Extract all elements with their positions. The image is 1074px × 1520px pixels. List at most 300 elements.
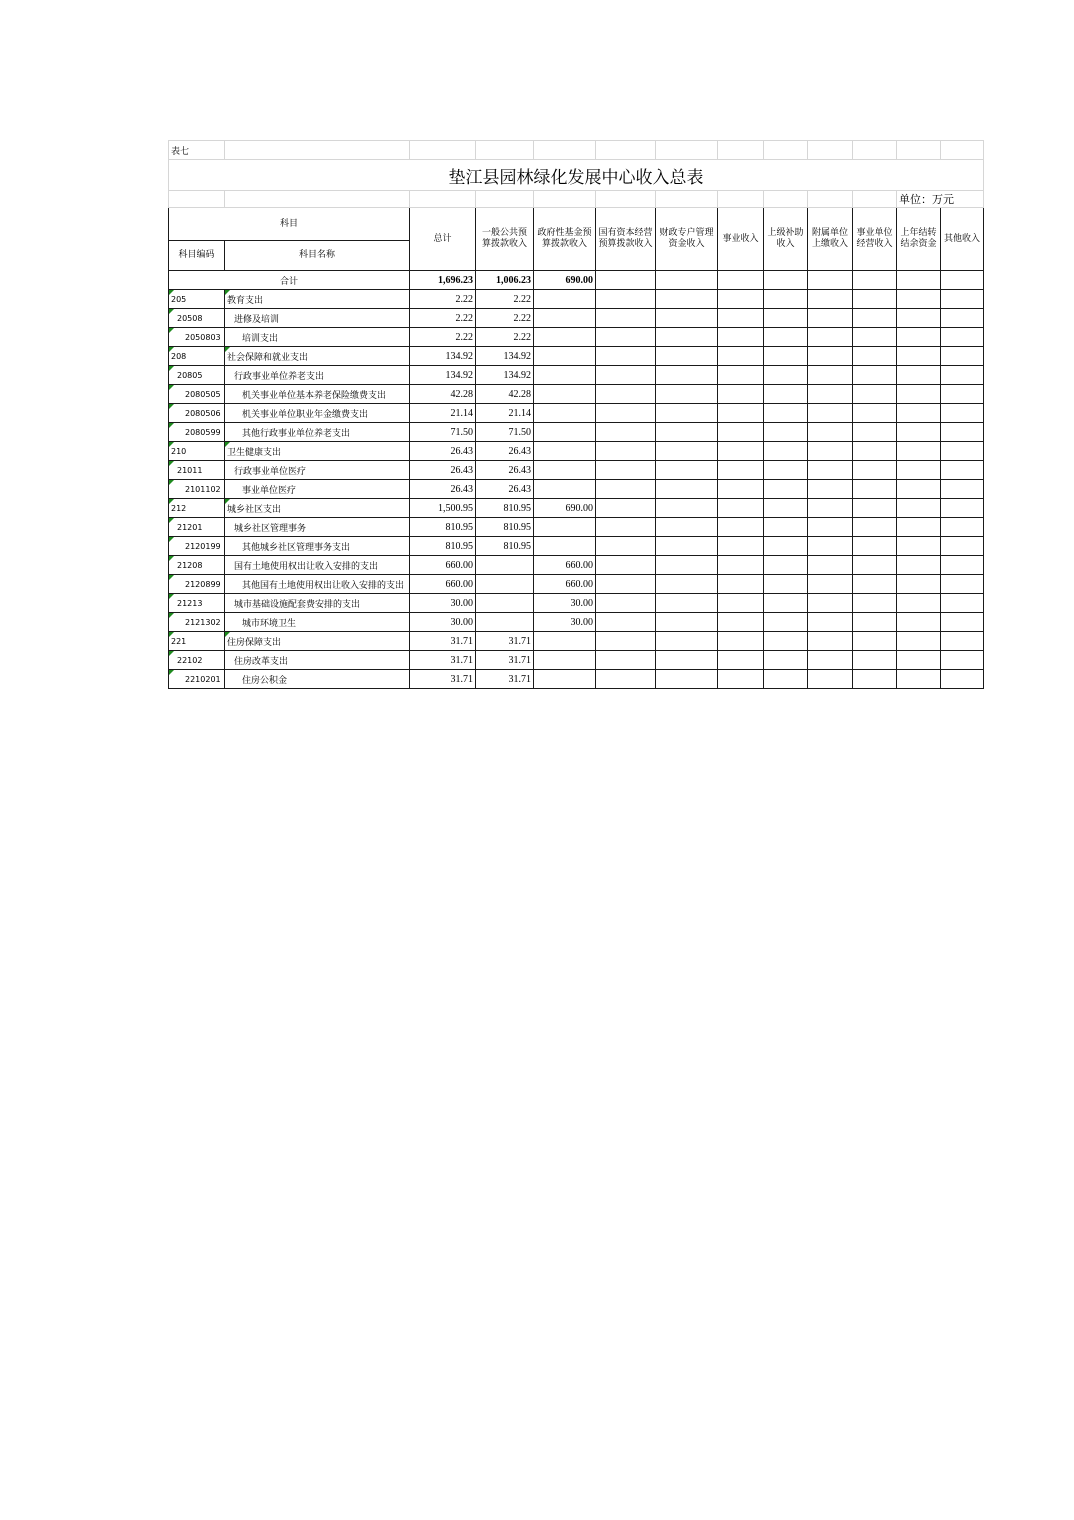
empty-cell: [764, 461, 808, 480]
subject-name: 城乡社区管理事务: [225, 518, 410, 537]
table-row: [169, 556, 984, 575]
empty-cell: [764, 328, 808, 347]
empty-cell: [808, 290, 853, 309]
empty-cell: [808, 461, 853, 480]
header-col-special-account: 财政专户管理资金收入: [656, 208, 718, 271]
empty-cell: [764, 632, 808, 651]
subject-name: 其他国有土地使用权出让收入安排的支出: [225, 575, 410, 594]
empty-cell: [897, 651, 941, 670]
empty-cell: [941, 347, 984, 366]
subject-name: 住房公积金: [225, 670, 410, 689]
total-value: 1,006.23: [476, 271, 534, 290]
header-code: 科目编码: [169, 241, 225, 271]
amount-cell: 31.71: [410, 651, 476, 670]
header-col-state-capital: 国有资本经营预算拨款收入: [596, 208, 656, 271]
empty-cell: [718, 309, 764, 328]
subject-name: 城市环境卫生: [225, 613, 410, 632]
empty-cell: [656, 556, 718, 575]
empty-cell: [941, 385, 984, 404]
empty-cell: [596, 575, 656, 594]
amount-cell: 26.43: [410, 480, 476, 499]
empty-cell: [941, 537, 984, 556]
amount-cell: [476, 594, 534, 613]
empty-cell: [853, 309, 897, 328]
header-col-other-income: 其他收入: [941, 208, 984, 271]
amount-cell: 30.00: [534, 594, 596, 613]
subject-code: 21201: [169, 518, 225, 537]
empty-cell: [897, 347, 941, 366]
subject-code: 208: [169, 347, 225, 366]
amount-cell: [534, 480, 596, 499]
empty-cell: [764, 651, 808, 670]
empty-cell: [897, 328, 941, 347]
amount-cell: 2.22: [410, 309, 476, 328]
subject-code: 21213: [169, 594, 225, 613]
empty-cell: [941, 461, 984, 480]
empty-cell: [941, 518, 984, 537]
empty-cell: [853, 518, 897, 537]
empty-cell: [808, 556, 853, 575]
subject-name: 国有土地使用权出让收入安排的支出: [225, 556, 410, 575]
empty-cell: [941, 290, 984, 309]
subject-code: 2120199: [169, 537, 225, 556]
empty-cell: [764, 537, 808, 556]
subject-code: 2210201: [169, 670, 225, 689]
empty-cell: [897, 670, 941, 689]
empty-cell: [596, 328, 656, 347]
empty-cell: [656, 499, 718, 518]
table-row: [169, 594, 984, 613]
empty-cell: [941, 594, 984, 613]
empty-cell: [656, 290, 718, 309]
empty-cell: [853, 651, 897, 670]
table-row: [169, 670, 984, 689]
subject-code: 2120899: [169, 575, 225, 594]
empty-cell: [853, 404, 897, 423]
header-col-total: 总计: [410, 208, 476, 271]
empty-cell: [656, 575, 718, 594]
amount-cell: [534, 461, 596, 480]
empty-cell: [718, 442, 764, 461]
amount-cell: 2.22: [476, 290, 534, 309]
table-row: [169, 442, 984, 461]
empty-cell: [941, 423, 984, 442]
empty-cell: [897, 404, 941, 423]
empty-cell: [718, 423, 764, 442]
empty-cell: [718, 670, 764, 689]
table-row: [169, 290, 984, 309]
amount-cell: 26.43: [476, 442, 534, 461]
empty-cell: [764, 290, 808, 309]
header-name: 科目名称: [225, 241, 410, 271]
empty-cell: [718, 594, 764, 613]
amount-cell: 810.95: [476, 499, 534, 518]
amount-cell: 134.92: [410, 366, 476, 385]
empty-cell: [718, 575, 764, 594]
empty-cell: [656, 328, 718, 347]
empty-cell: [764, 404, 808, 423]
empty-cell: [656, 480, 718, 499]
empty-cell: [897, 594, 941, 613]
empty-cell: [764, 499, 808, 518]
empty-cell: [808, 385, 853, 404]
amount-cell: 660.00: [534, 556, 596, 575]
subject-name: 社会保障和就业支出: [225, 347, 410, 366]
table-row: [169, 537, 984, 556]
empty-cell: [764, 347, 808, 366]
amount-cell: 2.22: [476, 328, 534, 347]
table-row: [169, 499, 984, 518]
empty-cell: [718, 499, 764, 518]
subject-code: 2050803: [169, 328, 225, 347]
empty-cell: [596, 670, 656, 689]
empty-cell: [941, 480, 984, 499]
empty-cell: [656, 518, 718, 537]
empty-cell: [941, 366, 984, 385]
empty-cell: [808, 328, 853, 347]
empty-cell: [596, 461, 656, 480]
empty-cell: [808, 670, 853, 689]
amount-cell: [534, 290, 596, 309]
empty-cell: [941, 632, 984, 651]
amount-cell: [534, 366, 596, 385]
subject-code: 205: [169, 290, 225, 309]
header-col-affiliate-remit: 附属单位上缴收入: [808, 208, 853, 271]
empty-cell: [764, 366, 808, 385]
empty-cell: [941, 575, 984, 594]
empty-cell: [941, 442, 984, 461]
empty-cell: [764, 556, 808, 575]
amount-cell: 660.00: [410, 575, 476, 594]
empty-cell: [897, 461, 941, 480]
empty-cell: [941, 404, 984, 423]
amount-cell: 26.43: [410, 442, 476, 461]
empty-cell: [853, 613, 897, 632]
amount-cell: 660.00: [410, 556, 476, 575]
empty-cell: [718, 480, 764, 499]
empty-cell: [808, 651, 853, 670]
amount-cell: 31.71: [410, 670, 476, 689]
amount-cell: 21.14: [476, 404, 534, 423]
table-row: [169, 518, 984, 537]
amount-cell: [476, 613, 534, 632]
income-summary-sheet: [168, 140, 983, 689]
subject-name: 事业单位医疗: [225, 480, 410, 499]
empty-cell: [718, 461, 764, 480]
empty-cell: [656, 651, 718, 670]
empty-cell: [718, 632, 764, 651]
amount-cell: [534, 309, 596, 328]
table-row: [169, 632, 984, 651]
empty-cell: [718, 290, 764, 309]
subject-name: 城乡社区支出: [225, 499, 410, 518]
empty-cell: [853, 328, 897, 347]
header-col-general-budget: 一般公共预算拨款收入: [476, 208, 534, 271]
empty-cell: [718, 328, 764, 347]
empty-cell: [808, 499, 853, 518]
amount-cell: 690.00: [534, 499, 596, 518]
table-row: [169, 575, 984, 594]
amount-cell: 42.28: [410, 385, 476, 404]
subject-name: 机关事业单位职业年金缴费支出: [225, 404, 410, 423]
empty-cell: [853, 575, 897, 594]
amount-cell: 21.14: [410, 404, 476, 423]
subject-name: 其他城乡社区管理事务支出: [225, 537, 410, 556]
empty-cell: [718, 556, 764, 575]
empty-cell: [897, 385, 941, 404]
empty-cell: [718, 385, 764, 404]
unit-label: 单位：万元: [897, 191, 984, 208]
header-col-superior-subsidy: 上级补助收入: [764, 208, 808, 271]
empty-cell: [764, 613, 808, 632]
empty-cell: [853, 632, 897, 651]
empty-cell: [718, 613, 764, 632]
empty-cell: [596, 480, 656, 499]
amount-cell: 42.28: [476, 385, 534, 404]
empty-cell: [853, 366, 897, 385]
empty-cell: [656, 347, 718, 366]
amount-cell: 26.43: [476, 461, 534, 480]
empty-cell: [808, 442, 853, 461]
empty-cell: [853, 670, 897, 689]
header-col-business-income: 事业收入: [718, 208, 764, 271]
empty-cell: [656, 366, 718, 385]
amount-cell: 810.95: [410, 537, 476, 556]
table-row: [169, 461, 984, 480]
empty-cell: [853, 290, 897, 309]
table-row: [169, 651, 984, 670]
empty-cell: [941, 670, 984, 689]
empty-cell: [656, 670, 718, 689]
empty-cell: [808, 613, 853, 632]
empty-cell: [596, 613, 656, 632]
amount-cell: [534, 651, 596, 670]
empty-cell: [808, 404, 853, 423]
amount-cell: 810.95: [410, 518, 476, 537]
amount-cell: 30.00: [410, 594, 476, 613]
empty-cell: [718, 366, 764, 385]
empty-cell: [656, 404, 718, 423]
empty-cell: [656, 594, 718, 613]
empty-cell: [656, 461, 718, 480]
table-row: [169, 328, 984, 347]
subject-code: 21011: [169, 461, 225, 480]
empty-cell: [853, 480, 897, 499]
amount-cell: 31.71: [476, 670, 534, 689]
amount-cell: 810.95: [476, 537, 534, 556]
empty-cell: [596, 442, 656, 461]
sheet-label: 表七: [169, 141, 225, 160]
table-row: [169, 309, 984, 328]
empty-cell: [808, 632, 853, 651]
empty-cell: [897, 613, 941, 632]
empty-cell: [596, 309, 656, 328]
empty-cell: [596, 556, 656, 575]
empty-cell: [764, 309, 808, 328]
empty-cell: [596, 518, 656, 537]
empty-cell: [808, 423, 853, 442]
empty-cell: [897, 309, 941, 328]
empty-cell: [764, 518, 808, 537]
empty-cell: [656, 442, 718, 461]
header-col-operating-income: 事业单位经营收入: [853, 208, 897, 271]
empty-cell: [596, 632, 656, 651]
empty-cell: [897, 518, 941, 537]
subject-name: 教育支出: [225, 290, 410, 309]
empty-cell: [853, 423, 897, 442]
empty-cell: [596, 290, 656, 309]
empty-cell: [656, 537, 718, 556]
empty-cell: [764, 423, 808, 442]
empty-cell: [897, 499, 941, 518]
amount-cell: [534, 518, 596, 537]
amount-cell: [534, 385, 596, 404]
amount-cell: [476, 556, 534, 575]
subject-name: 行政事业单位医疗: [225, 461, 410, 480]
empty-cell: [941, 613, 984, 632]
empty-cell: [718, 537, 764, 556]
total-value: 1,696.23: [410, 271, 476, 290]
amount-cell: 660.00: [534, 575, 596, 594]
total-label: 合计: [169, 271, 410, 290]
subject-code: 221: [169, 632, 225, 651]
empty-cell: [853, 385, 897, 404]
empty-cell: [764, 480, 808, 499]
empty-cell: [941, 309, 984, 328]
empty-cell: [808, 309, 853, 328]
amount-cell: 26.43: [410, 461, 476, 480]
empty-cell: [596, 651, 656, 670]
subject-code: 22102: [169, 651, 225, 670]
subject-code: 21208: [169, 556, 225, 575]
empty-cell: [596, 537, 656, 556]
income-summary-table: [168, 140, 984, 689]
empty-cell: [941, 499, 984, 518]
subject-code: 20508: [169, 309, 225, 328]
empty-cell: [808, 347, 853, 366]
amount-cell: [534, 423, 596, 442]
table-title: 垫江县园林绿化发展中心收入总表: [169, 160, 984, 191]
empty-cell: [808, 480, 853, 499]
empty-cell: [656, 632, 718, 651]
empty-cell: [941, 328, 984, 347]
amount-cell: 30.00: [410, 613, 476, 632]
empty-cell: [718, 404, 764, 423]
amount-cell: 1,500.95: [410, 499, 476, 518]
empty-cell: [897, 423, 941, 442]
subject-name: 住房改革支出: [225, 651, 410, 670]
empty-cell: [718, 518, 764, 537]
amount-cell: [534, 632, 596, 651]
header-subject: 科目: [169, 208, 410, 241]
empty-cell: [853, 442, 897, 461]
empty-cell: [596, 347, 656, 366]
empty-cell: [656, 613, 718, 632]
subject-code: 2080599: [169, 423, 225, 442]
subject-name: 进修及培训: [225, 309, 410, 328]
empty-cell: [853, 594, 897, 613]
empty-cell: [764, 442, 808, 461]
empty-cell: [596, 594, 656, 613]
subject-name: 城市基础设施配套费安排的支出: [225, 594, 410, 613]
subject-name: 其他行政事业单位养老支出: [225, 423, 410, 442]
empty-cell: [808, 575, 853, 594]
amount-cell: 31.71: [476, 651, 534, 670]
amount-cell: [534, 404, 596, 423]
empty-cell: [808, 537, 853, 556]
subject-code: 2101102: [169, 480, 225, 499]
amount-cell: [534, 347, 596, 366]
empty-cell: [596, 423, 656, 442]
table-row: [169, 613, 984, 632]
amount-cell: [534, 670, 596, 689]
empty-cell: [897, 632, 941, 651]
amount-cell: 30.00: [534, 613, 596, 632]
empty-cell: [596, 366, 656, 385]
empty-cell: [853, 556, 897, 575]
table-row: [169, 366, 984, 385]
empty-cell: [897, 290, 941, 309]
empty-cell: [853, 537, 897, 556]
amount-cell: [534, 442, 596, 461]
empty-cell: [596, 499, 656, 518]
subject-name: 行政事业单位养老支出: [225, 366, 410, 385]
empty-cell: [764, 594, 808, 613]
total-row: [169, 271, 984, 290]
amount-cell: 134.92: [410, 347, 476, 366]
amount-cell: [534, 537, 596, 556]
empty-cell: [764, 670, 808, 689]
table-row: [169, 423, 984, 442]
subject-code: 20805: [169, 366, 225, 385]
header-col-carryover: 上年结转结余资金: [897, 208, 941, 271]
subject-code: 2080505: [169, 385, 225, 404]
empty-cell: [764, 575, 808, 594]
empty-cell: [596, 404, 656, 423]
subject-code: 2121302: [169, 613, 225, 632]
empty-cell: [941, 651, 984, 670]
empty-cell: [897, 366, 941, 385]
table-row: [169, 385, 984, 404]
empty-cell: [897, 480, 941, 499]
empty-cell: [897, 537, 941, 556]
empty-cell: [656, 423, 718, 442]
amount-cell: 134.92: [476, 366, 534, 385]
subject-name: 住房保障支出: [225, 632, 410, 651]
amount-cell: 31.71: [476, 632, 534, 651]
empty-cell: [656, 309, 718, 328]
table-row: [169, 347, 984, 366]
amount-cell: 2.22: [476, 309, 534, 328]
header-col-gov-fund: 政府性基金预算拨款收入: [534, 208, 596, 271]
empty-cell: [808, 366, 853, 385]
subject-name: 机关事业单位基本养老保险缴费支出: [225, 385, 410, 404]
subject-code: 2080506: [169, 404, 225, 423]
subject-code: 210: [169, 442, 225, 461]
empty-cell: [764, 385, 808, 404]
empty-cell: [656, 385, 718, 404]
amount-cell: 71.50: [476, 423, 534, 442]
amount-cell: [476, 575, 534, 594]
subject-name: 培训支出: [225, 328, 410, 347]
empty-cell: [897, 575, 941, 594]
empty-cell: [718, 651, 764, 670]
empty-cell: [941, 556, 984, 575]
empty-cell: [853, 499, 897, 518]
amount-cell: 134.92: [476, 347, 534, 366]
subject-code: 212: [169, 499, 225, 518]
amount-cell: [534, 328, 596, 347]
